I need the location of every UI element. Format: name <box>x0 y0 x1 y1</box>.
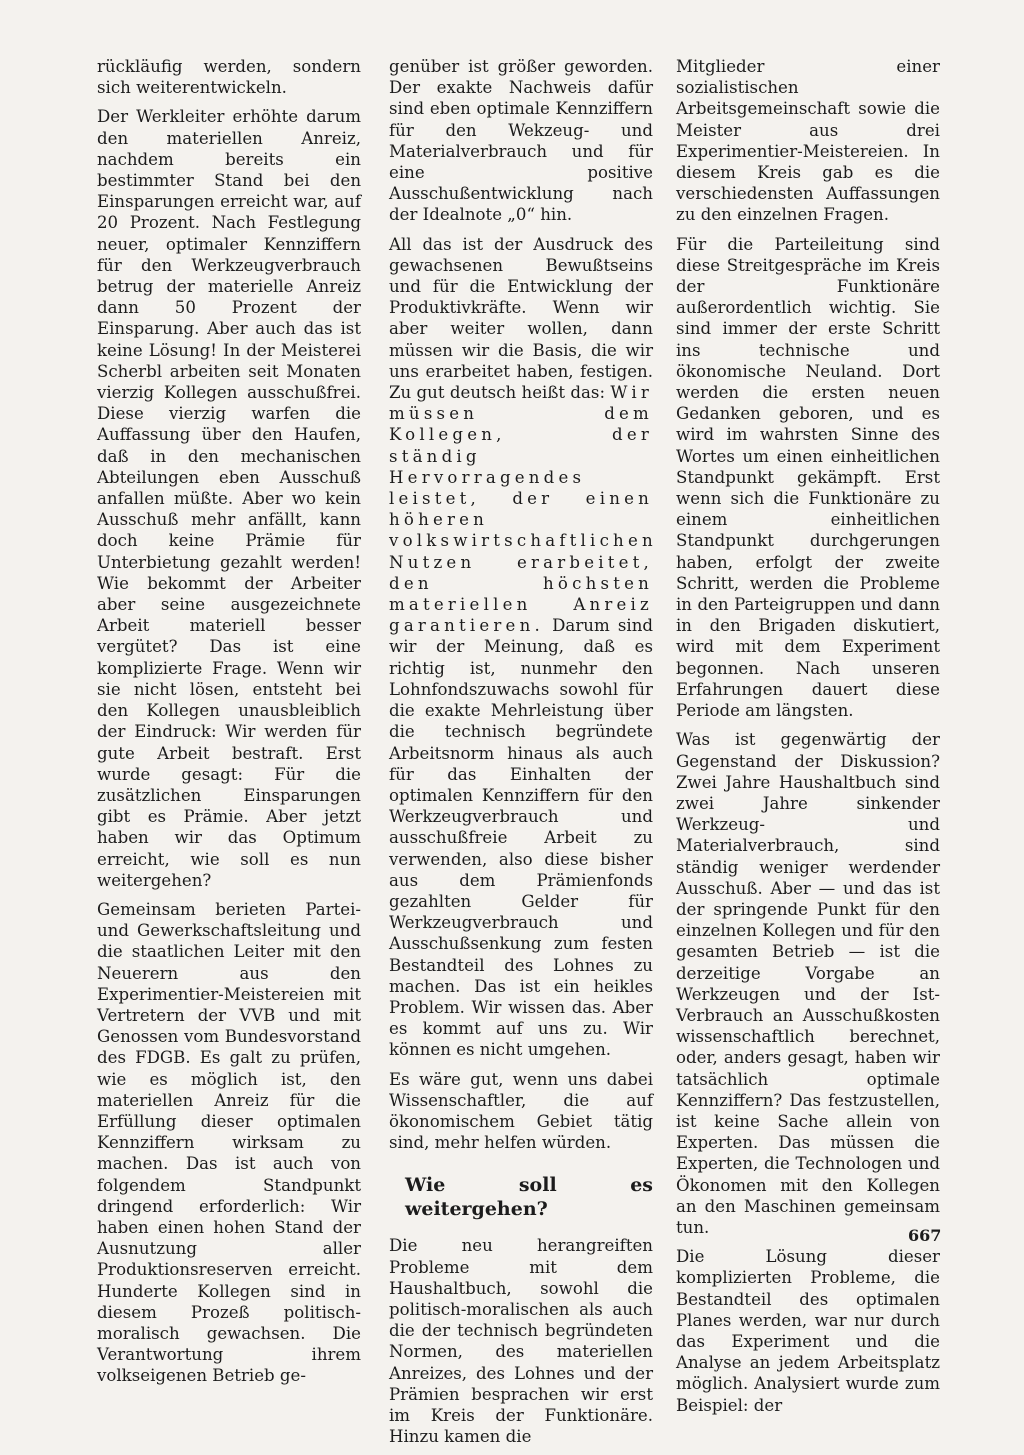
text-column-middle <box>389 56 657 1455</box>
paragraph: Der Werkleiter erhöhte darum den materiellen Anreiz, nachdem bereits ein bestimmter Stand bei den Einsparungen erreicht war, auf 20 Prozent. Nach Festlegung neuer, optimaler Kennziffern für den Werkzeugverbrauch betrug der materielle Anreiz dann 50 Prozent der Einsparung. Aber auch das ist keine Lösung! In der Meisterei Scherbl arbeiten seit Monaten vierzig Kollegen ausschußfrei. Diese vierzig warfen die Auffassung über den Haufen, daß in den mechanischen Abteilungen eben Ausschuß anfallen müßte. Aber wo kein Ausschuß mehr anfällt, kann doch keine Prämie für Unterbietung gezahlt werden! Wie bekommt der Arbeiter aber seine ausgezeichnete Arbeit materiell besser vergütet? Das ist eine komplizierte Frage. Wenn wir sie nicht lösen, entsteht bei den Kollegen unausbleiblich der Eindruck: Wir werden für gute Arbeit bestraft. Erst wurde gesagt: Für die zusätzlichen Einsparungen gibt es Prämie. Aber jetzt haben wir das Optimum erreicht, wie soll es nun weitergehen? <box>97 107 361 890</box>
paragraph-start: All das ist der Ausdruck des gewachsenen Bewußtseins und für die Entwicklung der Produktivkräfte. Wenn wir aber weiter wollen, dann müssen wir die Basis, die wir uns erarbeitet haben, festigen. Zu gut deutsch heißt das: <box>389 234 653 403</box>
spaced-emphasis: Wir müssen dem Kollegen, der ständig Hervorragendes leistet, der einen höheren volkswirtschaftlichen Nutzen erarbeitet, den höchsten materiellen Anreiz garantieren. <box>389 383 657 636</box>
text-column-right <box>676 56 940 1424</box>
paragraph: Die neu herangreiften Probleme mit dem Haushaltbuch, sowohl die politisch-moralischen als auch die der technisch begründeten Normen, des materiellen Anreizes, des Lohnes und der Prämien besprachen wir erst im Kreis der Funktionäre. Hinzu kamen die <box>389 1236 653 1447</box>
paragraph: Was ist gegenwärtig der Gegenstand der Diskussion? Zwei Jahre Haushaltbuch sind zwei Jahre sinkender Werkzeug- und Materialverbrauch, sind ständig weniger werdender Ausschuß. Aber — und das ist der springende Punkt für den einzelnen Kollegen und für den gesamten Betrieb — ist die derzeitige Vorgabe an Werkzeugen und der Ist-Verbrauch an Ausschußkosten wissenschaftlich berechnet, oder, anders gesagt, haben wir tatsächlich optimale Kennziffern? Das festzustellen, ist keine Sache allein von Experten. Das müssen die Experten, die Technologen und Ökonomen mit den Kollegen an den Maschinen gemeinsam tun. <box>676 730 940 1237</box>
paragraph: rückläufig werden, sondern sich weiterentwickeln. <box>97 57 361 98</box>
paragraph: Für die Parteileitung sind diese Streitgespräche im Kreis der Funktionäre außerordentlich wichtig. Sie sind immer der erste Schritt ins technische und ökonomische Neuland. Dort werden die ersten neuen Gedanken geboren, und es wird im wahrsten Sinne des Wortes um einen einheitlichen Standpunkt gekämpft. Erst wenn sich die Funktionäre zu einem einheitlichen Standpunkt durchgerungen haben, erfolgt der zweite Schritt, werden die Probleme in den Parteigruppen und dann in den Brigaden diskutiert, wird mit dem Experiment begonnen. Nach unseren Erfahrungen dauert diese Periode am längsten. <box>676 234 940 721</box>
paragraph <box>389 234 657 1061</box>
page-number: 667 <box>908 1226 942 1245</box>
paragraph: Gemeinsam berieten Partei- und Gewerkschaftsleitung und die staatlichen Leiter mit den Neuerern aus den Experimentier-Meistereien mit Vertretern der VVB und mit Genossen vom Bundesvorstand des FDGB. Es galt zu prüfen, wie es möglich ist, den materiellen Anreiz für die Erfüllung dieser optimalen Kennziffern wirksam zu machen. Das ist auch von folgendem Standpunkt dringend erforderlich: Wir haben einen hohen Stand der Ausnutzung aller Produktionsreserven erreicht. Hunderte Kollegen sind in diesem Prozeß politisch-moralisch gewachsen. Die Verantwortung ihrem volkseigenen Betrieb ge- <box>97 899 361 1386</box>
section-heading: Wie soll es weitergehen? <box>405 1174 653 1221</box>
paragraph: Die Lösung dieser komplizierten Probleme, die Bestandteil des optimalen Planes werden, war nur durch das Experiment und die Analyse an jedem Arbeitsplatz möglich. Analysiert wurde zum Beispiel: der <box>676 1247 940 1415</box>
paragraph-end: Darum sind wir der Meinung, daß es richtig ist, nunmehr den Lohnfondszuwachs sowohl für die exakte Mehrleistung über die technisch begründete Arbeitsnorm hinaus als auch für das Einhalten der optimalen Kennziffern für den Werkzeugverbrauch und ausschußfreie Arbeit zu verwenden, also diese bisher aus dem Prämienfonds gezahlten Gelder für Werkzeugverbrauch und Ausschußsenkung zum festen Bestandteil des Lohnes zu machen. Das ist ein heikles Problem. Wir wissen das. Aber es kommt auf uns zu. Wir können es nicht umgehen. <box>389 616 653 1060</box>
paragraph: genüber ist größer geworden. Der exakte Nachweis dafür sind eben optimale Kennziffern für den Wekzeug- und Materialverbrauch und für eine positive Ausschußentwicklung nach der Idealnote „0“ hin. <box>389 57 653 225</box>
paragraph: Mitglieder einer sozialistischen Arbeitsgemeinschaft sowie die Meister aus drei Experimentier-Meistereien. In diesem Kreis gab es die verschiedensten Auffassungen zu den einzelnen Fragen. <box>676 57 940 225</box>
text-column-left <box>97 56 361 1395</box>
paragraph: Es wäre gut, wenn uns dabei Wissenschaftler, die auf ökonomischem Gebiet tätig sind, mehr helfen würden. <box>389 1069 653 1153</box>
